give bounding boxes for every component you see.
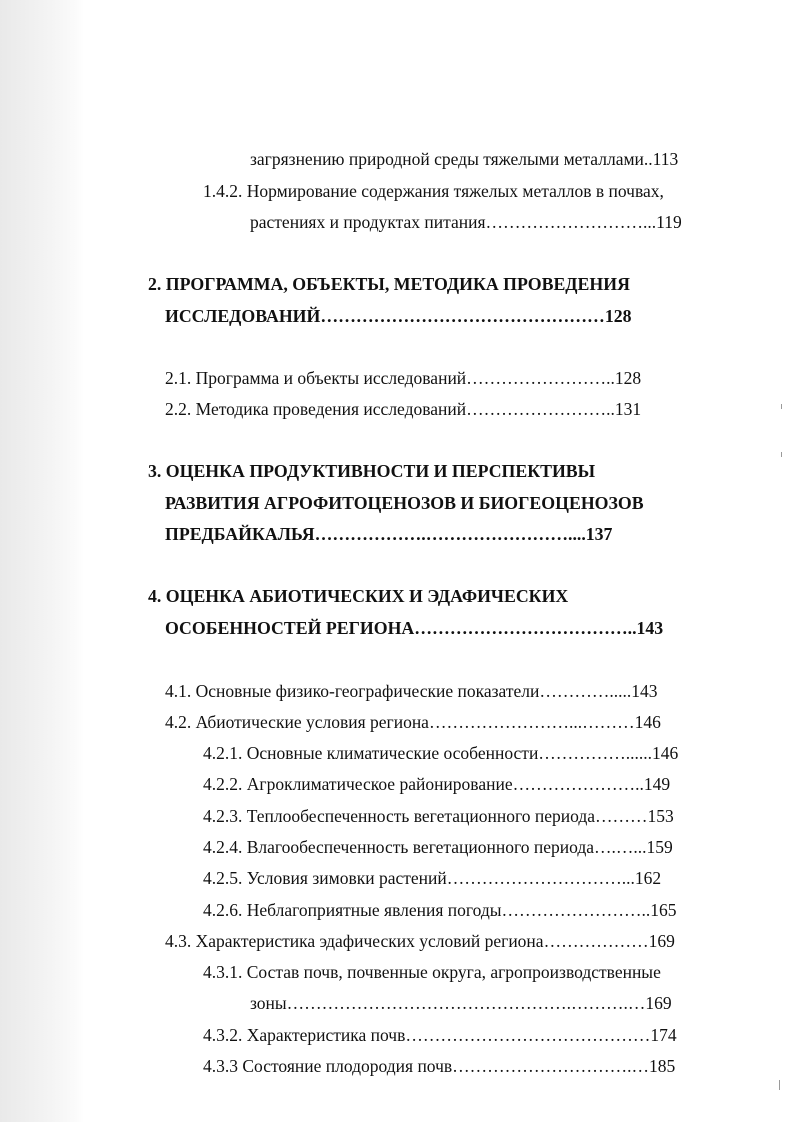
toc-section-heading: 4. ОЦЕНКА АБИОТИЧЕСКИХ И ЭДАФИЧЕСКИХ (148, 586, 569, 606)
toc-section-heading: 2. ПРОГРАММА, ОБЪЕКТЫ, МЕТОДИКА ПРОВЕДЕНИЯ (148, 274, 630, 294)
toc-section-heading: 3. ОЦЕНКА ПРОДУКТИВНОСТИ И ПЕРСПЕКТИВЫ (148, 461, 596, 481)
toc-line: 4.2.3. Теплообеспеченность вегетационного периода………153 (203, 806, 674, 826)
toc-line: 2.2. Методика проведения исследований……………………..131 (165, 399, 642, 419)
toc-line: 4.2.1. Основные климатические особенности……………......146 (203, 743, 679, 763)
toc-line: 4.3.3 Состояние плодородия почв………………………….…185 (203, 1056, 676, 1076)
toc-line: 4.2.4. Влагообеспеченность вегетационного периода….…...159 (203, 837, 673, 857)
toc-line: 4.2.2. Агроклиматическое районирование…………………..149 (203, 774, 671, 794)
toc-line: 4.2. Абиотические условия региона……………………...………146 (165, 712, 661, 732)
toc-section-heading: РАЗВИТИЯ АГРОФИТОЦЕНОЗОВ И БИОГЕОЦЕНОЗОВ (165, 493, 644, 513)
toc-line: 1.4.2. Нормирование содержания тяжелых металлов в почвах, (203, 181, 664, 201)
toc-section-heading: ПРЕДБАЙКАЛЬЯ……………….……………………....137 (165, 524, 613, 544)
scan-speck (781, 452, 782, 457)
toc-section-heading: ИССЛЕДОВАНИЙ…………………………………………128 (165, 306, 632, 326)
toc-line: зоны………………………………………….……….…169 (250, 993, 672, 1013)
scan-speck (781, 404, 782, 409)
toc-line: 4.3.2. Характеристика почв……………………………………174 (203, 1025, 677, 1045)
toc-line: 4.3.1. Состав почв, почвенные округа, агропроизводственные (203, 962, 661, 982)
toc-line: загрязнению природной среды тяжелыми металлами..113 (250, 149, 679, 169)
toc-line: 4.1. Основные физико-географические показатели………….....143 (165, 681, 658, 701)
toc-line: 2.1. Программа и объекты исследований……………………..128 (165, 368, 642, 388)
scan-speck (779, 1080, 780, 1090)
toc-line: 4.3. Характеристика эдафических условий региона………………169 (165, 931, 675, 951)
toc-line: растениях и продуктах питания………………………...119 (250, 212, 682, 232)
toc-line: 4.2.5. Условия зимовки растений…………………………...162 (203, 868, 662, 888)
toc-line: 4.2.6. Неблагоприятные явления погоды……………………..165 (203, 900, 677, 920)
toc-section-heading: ОСОБЕННОСТЕЙ РЕГИОНА………………………………..143 (165, 618, 664, 638)
scan-edge-shadow (0, 0, 84, 1122)
